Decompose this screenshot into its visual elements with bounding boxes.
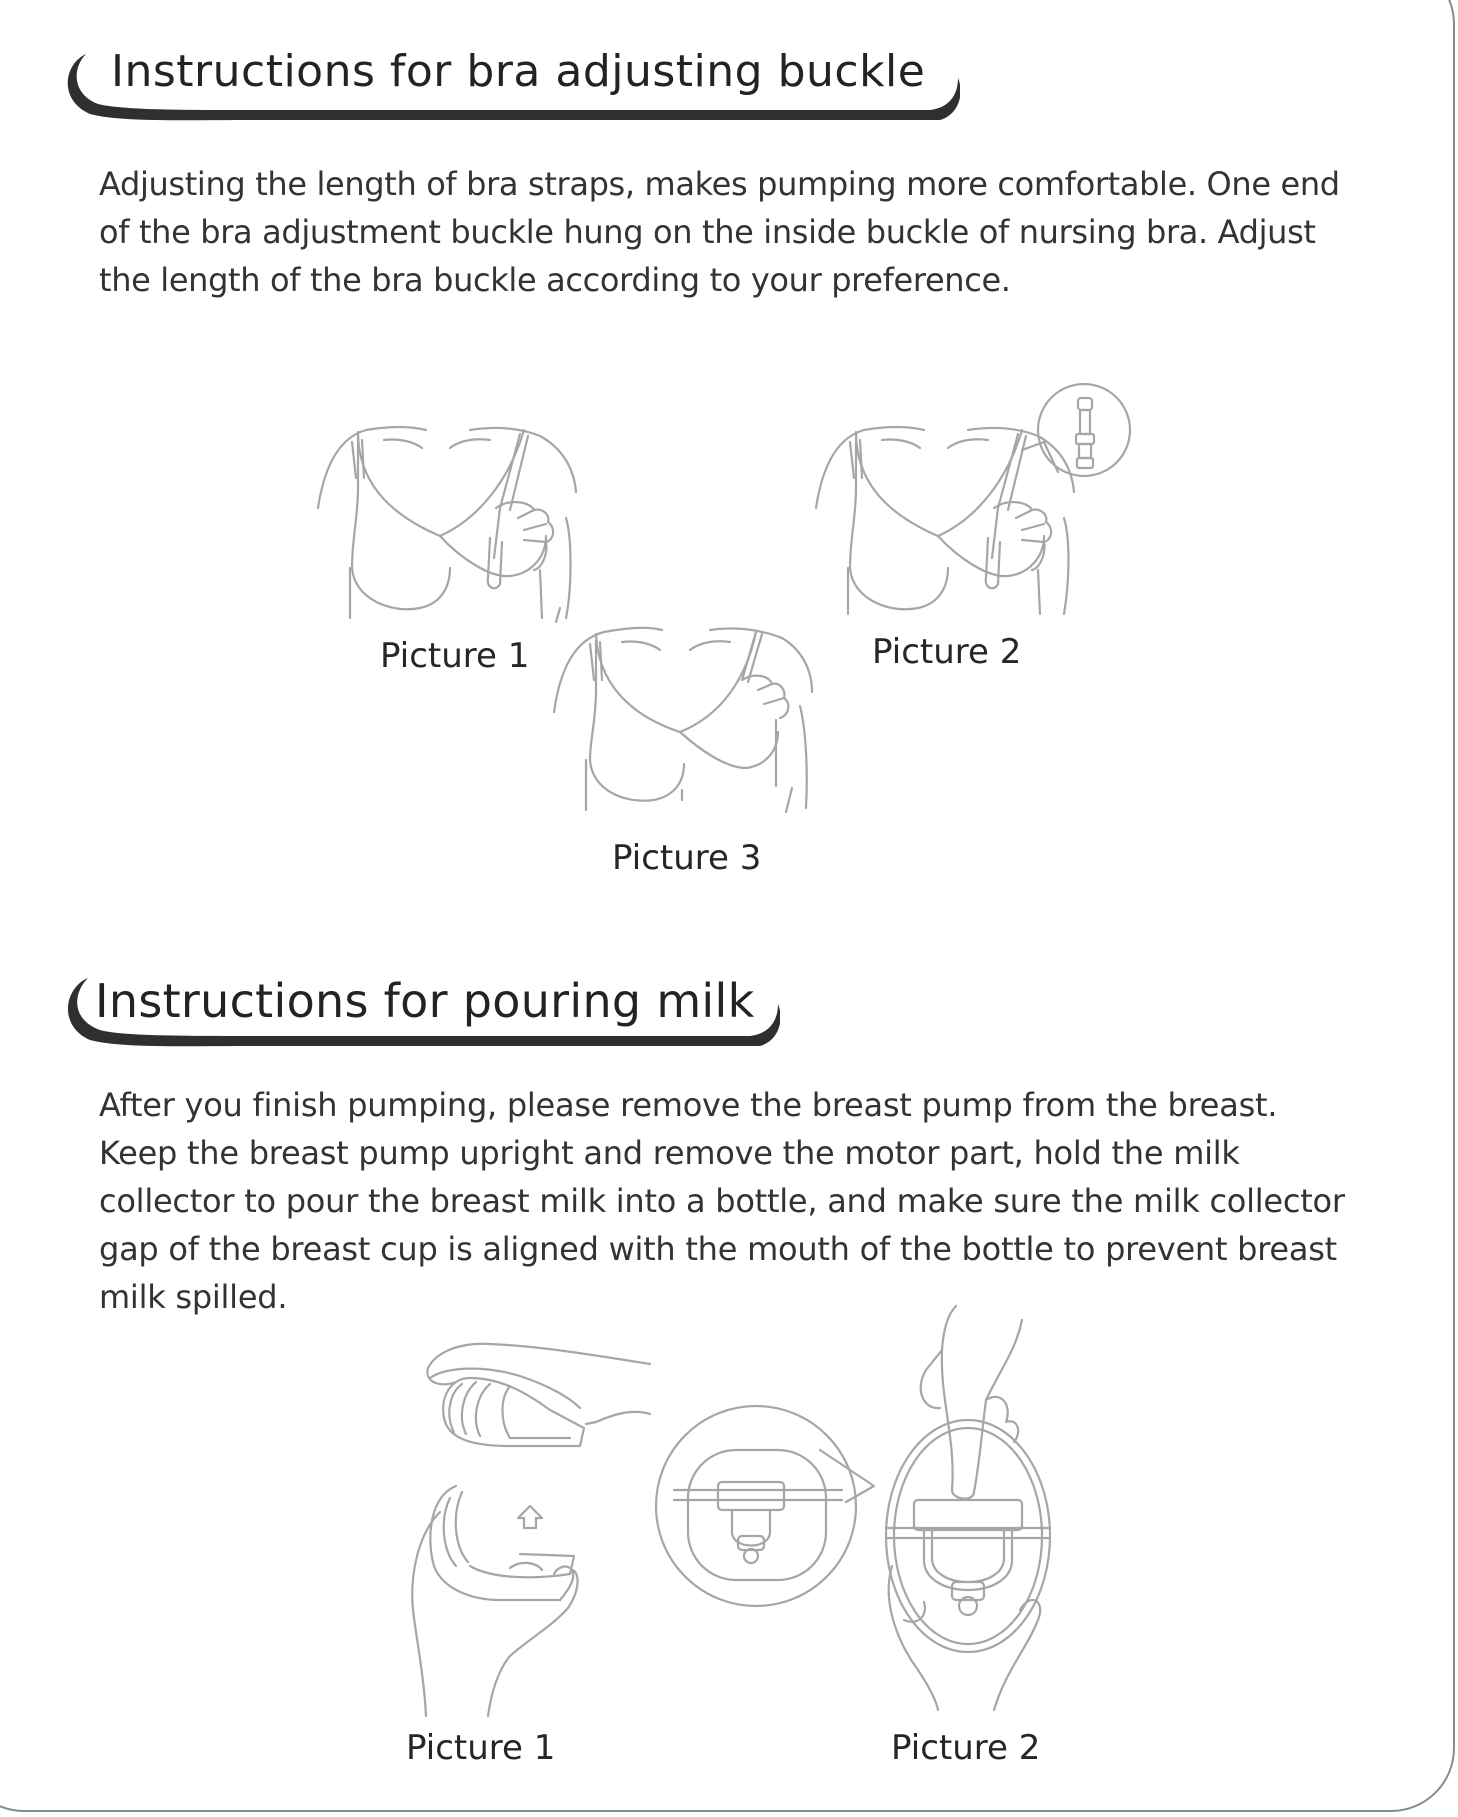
pouring-illustration-2 [656,1310,1056,1710]
section-title-pouring-milk: Instructions for pouring milk [95,974,755,1028]
bra-illustration-3 [550,620,830,820]
paragraph-line: After you finish pumping, please remove the breast pump from the breast. [99,1086,1278,1124]
caption-bra-picture-3: Picture 3 [612,838,762,878]
section-title-bra-buckle: Instructions for bra adjusting buckle [111,46,926,97]
bra-illustration-2 [808,378,1168,618]
paragraph-line: milk spilled. [99,1278,288,1316]
paragraph-line: Adjusting the length of bra straps, makes pumping more comfortable. One end [99,165,1340,203]
caption-bra-picture-2: Picture 2 [872,632,1022,672]
bra-illustration-1 [310,418,590,628]
pouring-illustration-1 [400,1338,660,1718]
caption-pouring-picture-2: Picture 2 [891,1728,1041,1768]
paragraph-line: of the bra adjustment buckle hung on the inside buckle of nursing bra. Adjust [99,213,1316,251]
pouring-milk-instructions [99,1081,1399,1321]
caption-pouring-picture-1: Picture 1 [406,1728,556,1768]
paragraph-line: gap of the breast cup is aligned with the mouth of the bottle to prevent breast [99,1230,1337,1268]
paragraph-line: collector to pour the breast milk into a bottle, and make sure the milk collector [99,1182,1345,1220]
paragraph-line: the length of the bra buckle according to your preference. [99,261,1011,299]
caption-bra-picture-1: Picture 1 [380,636,530,676]
paragraph-line: Keep the breast pump upright and remove the motor part, hold the milk [99,1134,1240,1172]
bra-buckle-instructions [99,160,1399,304]
